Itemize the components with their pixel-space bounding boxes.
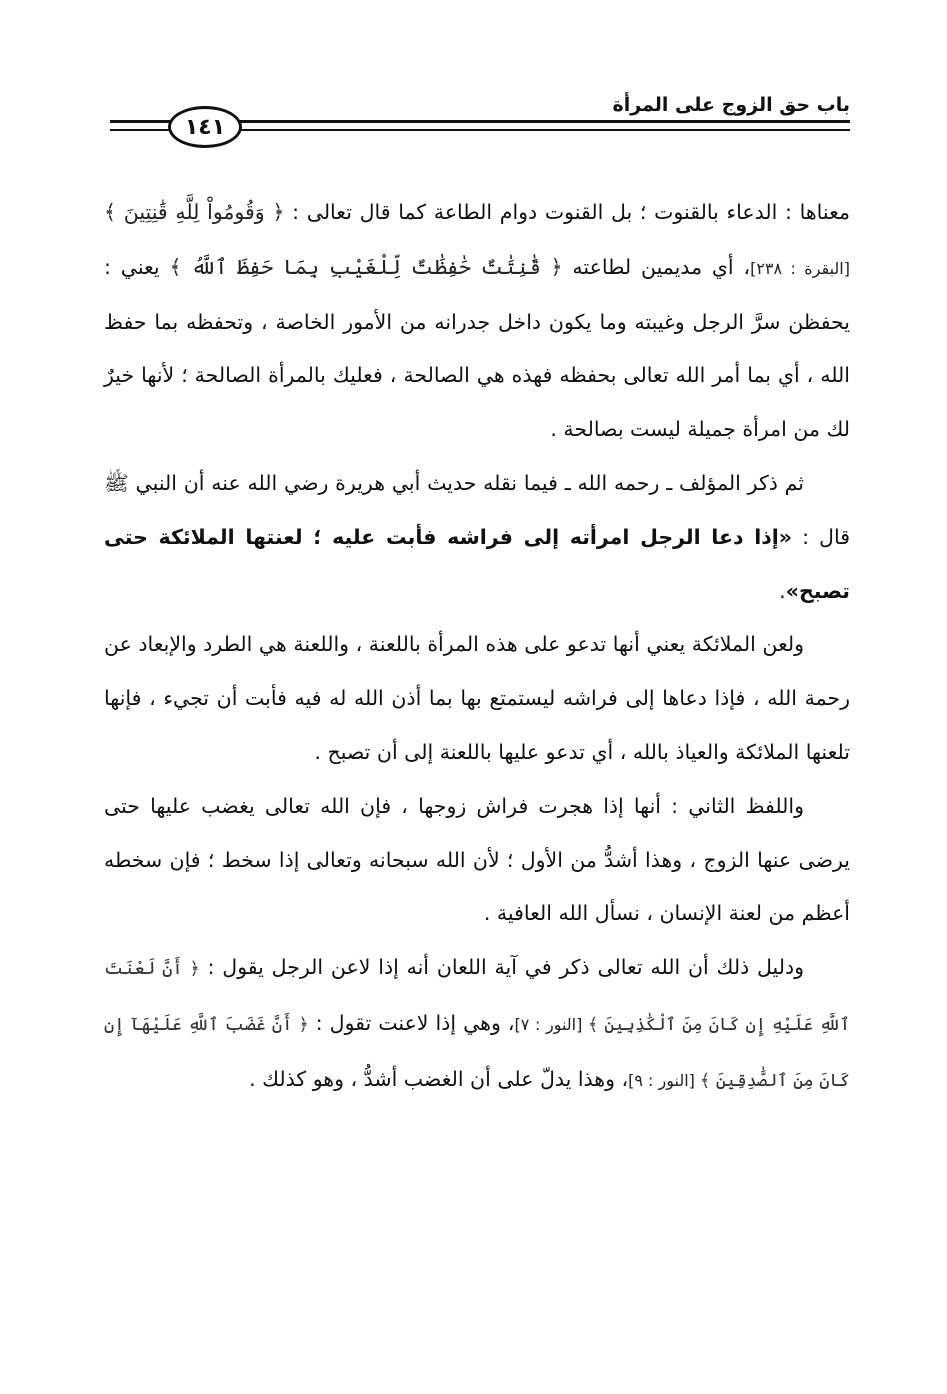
p1-text-a: معناها : الدعاء بالقنوت ؛ بل القنوت دوام الطاعة كما قال تعالى : (284, 200, 850, 224)
quran-quote-1: ﴿ وَقُومُواْ لِلَّهِ قَٰنِتِينَ ﴾ (104, 200, 285, 224)
paragraph-4: واللفظ الثاني : أنها إذا هجرت فراش زوجها ، فإن الله تعالى يغضب عليها حتى يرضى عنها الزوج ، وهذا أشدُّ من الأول ؛ لأن الله سبحانه وتعالى إذا سخط ؛ فإن سخطه أعظم من لعنة الإنسان ، نسأل الله العافية . (104, 793, 850, 926)
quran-quote-3: ﴿ أَنَّ لَعْنَتَ ٱللَّهِ عَلَيْهِ إِن كَانَ مِنَ ٱلْكَٰذِبِينَ ﴾ (104, 959, 850, 1035)
running-title: باب حق الزوج على المرأة (612, 94, 850, 116)
paragraph-5 (104, 941, 850, 1108)
quran-reference-4: [النور : ٩] (628, 1070, 700, 1090)
p1-text-c: يعني : يحفظن سرَّ الرجل وغيبته وما يكون داخل جدرانه من الأمور الخاصة ، وتحفظه بما حفظ الله ، أي بما أمر الله تعالى بحفظه فهذه هي الصالحة ، فعليك بالمرأة الصالحة ؛ لأنها خيرٌ لك من امرأة جميلة ليست بصالحة . (104, 254, 850, 442)
p2-text-b: . (779, 578, 786, 603)
page-header (110, 92, 850, 152)
page-number: ١٤١ (168, 106, 242, 148)
quran-quote-4: ﴿ أَنَّ غَضَبَ ٱللَّهِ عَلَيْهَآ إِن كَانَ مِنَ ٱلصَّٰدِقِينَ ﴾ (104, 1014, 850, 1091)
p5-text-b: ، وهي إذا لاعنت تقول : (308, 1010, 515, 1035)
paragraph-1 (104, 186, 850, 457)
quran-reference-1: [البقرة : ٢٣٨] (750, 258, 850, 278)
quran-reference-3: [النور : ٧] (514, 1014, 588, 1034)
quran-quote-2: ﴿ قَٰنِتَٰتٌ حَٰفِظَٰتٌ لِّلْغَيْبِ بِمَا حَفِظَ ٱللَّهُ ﴾ (169, 254, 563, 279)
p1-text-b: ، أي مديمين لطاعته (562, 254, 751, 279)
body-text (104, 186, 850, 1109)
hadith-quote: «إذا دعا الرجل امرأته إلى فراشه فأبت عليه ؛ لعنتها الملائكة حتى تصبح» (104, 524, 850, 603)
paragraph-3: ولعن الملائكة يعني أنها تدعو على هذه المرأة باللعنة ، واللعنة هي الطرد والإبعاد عن رحمة الله ، فإذا دعاها إلى فراشه ليستمتع بها بما أذن الله له فيه فأبت أن تجيء ، فإنها تلعنها الملائكة والعياذ بالله ، أي تدعو عليها باللعنة إلى أن تصبح . (104, 632, 850, 764)
p5-text-c: ، وهذا يدلّ على أن الغضب أشدُّ ، وهو كذلك . (249, 1066, 629, 1091)
p2-text-a: ثم ذكر المؤلف ـ رحمه الله ـ فيما نقله حديث أبي هريرة رضي الله عنه أن النبي ﷺ قال : (104, 470, 850, 549)
paragraph-2 (104, 457, 850, 618)
p5-text-a: ودليل ذلك أن الله تعالى ذكر في آية اللعان أنه إذا لاعن الرجل يقول : (199, 955, 804, 980)
